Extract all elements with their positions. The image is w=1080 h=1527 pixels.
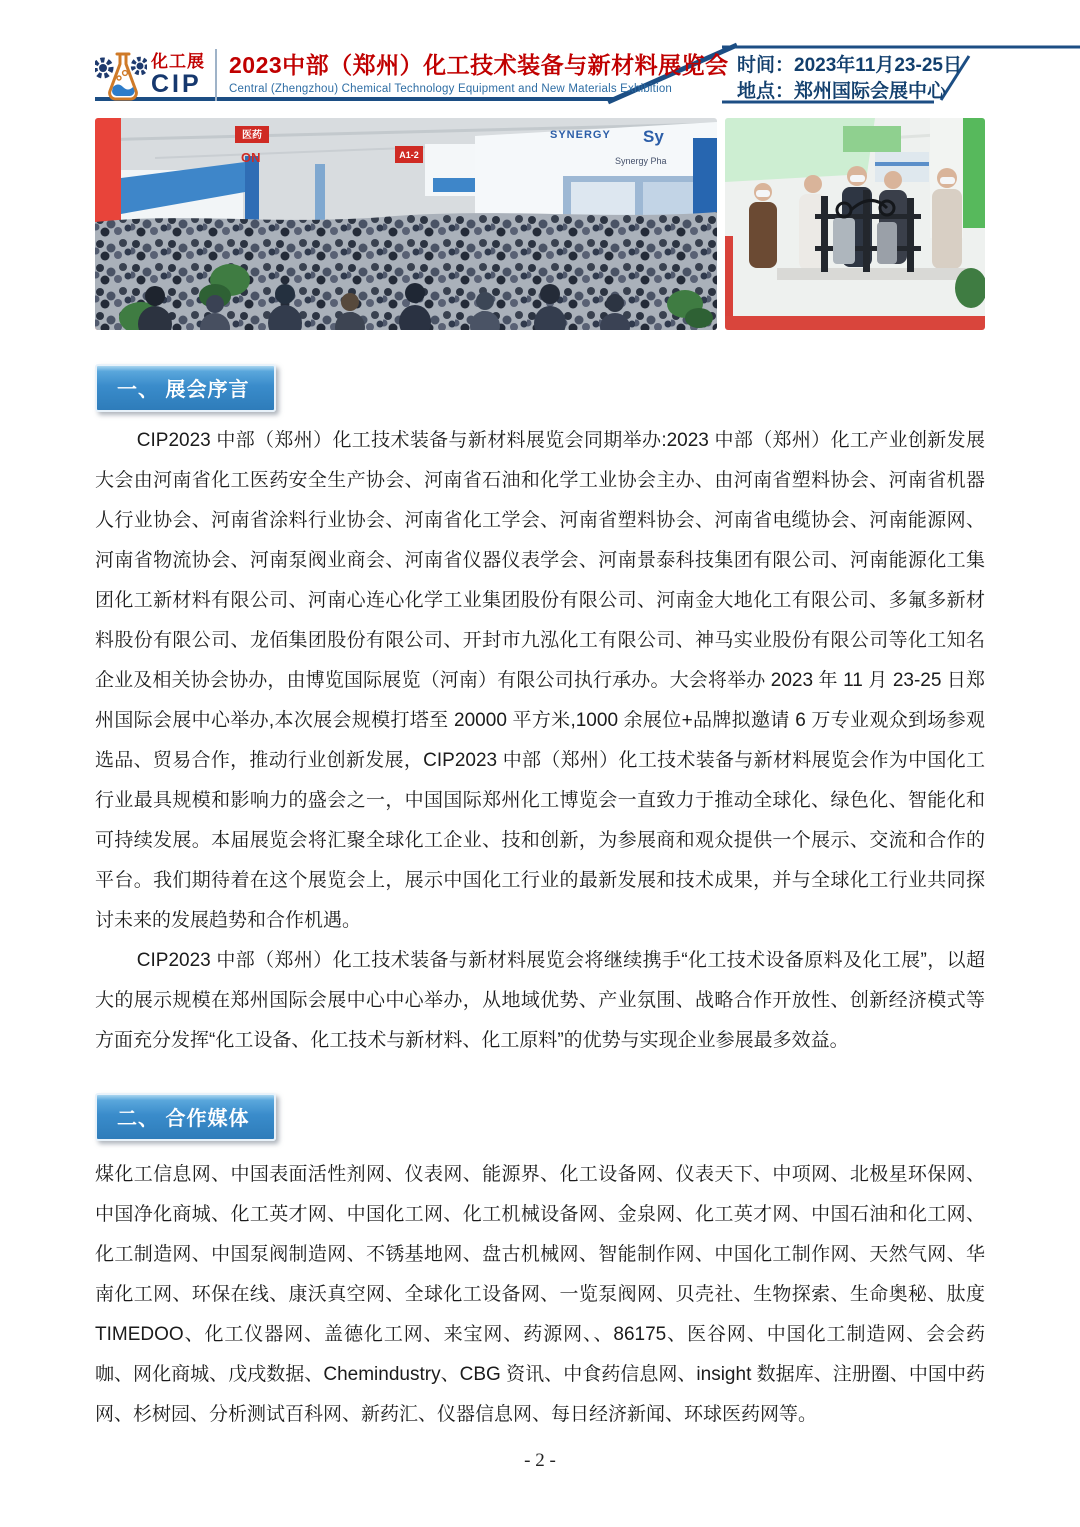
booth-caption-label: Synergy Pha: [615, 156, 667, 166]
event-time: [737, 53, 962, 79]
photo-strip: [95, 118, 985, 330]
event-venue-label: 地点：: [737, 81, 795, 102]
header: [95, 43, 729, 107]
section-heading-preface: 一、 展会序言: [95, 364, 276, 412]
event-info-box: [737, 53, 962, 105]
on-sign-label: ON: [241, 150, 261, 165]
title-block: [229, 54, 729, 96]
preface-paragraph-2: CIP2023 中部（郑州）化工技术装备与新材料展览会将继续携手“化工技术设备原料及化工展”，以超大的展示规模在郑州国际会展中心中心举办，从地域优势、产业氛围、战略合作开放性、创新经济模式等方面充分发挥“化工设备、化工技术与新材料、化工原料”的优势与实现企业参展最多效益。: [95, 950, 985, 1051]
synergy-partial-label: Sy: [643, 127, 664, 146]
exhibition-equipment-photo: [725, 118, 985, 330]
section-heading-media: 二、 合作媒体: [95, 1093, 276, 1141]
logo-text: [151, 53, 205, 97]
page-subtitle: Central (Zhengzhou) Chemical Technology Equipment and New Materials Exhibition: [229, 83, 673, 96]
preface-body: [95, 421, 985, 1061]
pharma-sign-label: 医药: [242, 130, 262, 141]
page-title: 2023中部（郑州）化工技术装备与新材料展览会: [229, 52, 729, 79]
event-venue-value: 郑州国际会展中心: [794, 81, 947, 102]
event-time-label: 时间：: [737, 55, 795, 76]
logo-en: CIP: [151, 70, 202, 98]
preface-paragraph-1: CIP2023 中部（郑州）化工技术装备与新材料展览会同期举办:2023 中部（郑州）化工产业创新发展大会由河南省化工医药安全生产协会、河南省石油和化学工业协会主办、由河南省塑料协会、河南省机器人行业协会、河南省涂料行业协会、河南省化工学会、河南省塑料协会、河南省电缆协会、河南能源网、河南省物流协会、河南泵阀业商会、河南省仪器仪表学会、河南景泰科技集团有限公司、河南能源化工集团化工新材料有限公司、河南心连心化学工业集团股份有限公司、河南金大地化工有限公司、多氟多新材料股份有限公司、龙佰集团股份有限公司、开封市九泓化工有限公司、神马实业股份有限公司等化工知名企业及相关协会协办，由博览国际展览（河南）有限公司执行承办。大会将举办 2023 年 11 月 23-25 日郑州国际会展中心举办,本次展会规模打塔至 20000 平方米,1000 余展位+品牌拟邀请 6 万专业观众到场参观选品、贸易合作，推动行业创新发展，CIP2023 中部（郑州）化工技术装备与新材料展览会作为中国化工行业最具规模和影响力的盛会之一，中国国际郑州化工博览会一直致力于推动全球化、绿色化、智能化和可持续发展。本届展览会将汇聚全球化工企业、技和创新，为参展商和观众提供一个展示、交流和合作的平台。我们期待着在这个展览会上，展示中国化工行业的最新发展和技术成果，并与全球化工行业共同探讨未来的发展趋势和合作机遇。: [95, 430, 985, 931]
logo-cn: 化工展: [151, 52, 205, 71]
event-venue: [737, 79, 962, 105]
synergy-brand-label: SYNERGY: [550, 129, 611, 141]
hall-sign-label: A1-2: [399, 150, 419, 160]
flask-logo-icon: [95, 46, 147, 104]
event-time-value: 2023年11月23-25日: [794, 55, 962, 76]
media-list-paragraph: 煤化工信息网、中国表面活性剂网、仪表网、能源界、化工设备网、仪表天下、中项网、北极星环保网、中国净化商城、化工英才网、中国化工网、化工机械设备网、金泉网、化工英才网、中国石油和化工网、化工制造网、中国泵阀制造网、不锈基地网、盘古机械网、智能制作网、中国化工制作网、天然气网、华南化工网、环保在线、康沃真空网、全球化工设备网、一览泵阀网、贝壳社、生物探索、生命奥秘、肽度TIMEDOO、化工仪器网、盖德化工网、来宝网、药源网、、86175、医谷网、中国化工制造网、会会药咖、网化商城、戊戌数据、Chemindustry、CBG 资讯、中食药信息网、insight 数据库、注册圈、中国中药网、杉树园、分析测试百科网、新药汇、仪器信息网、每日经济新闻、环球医药网等。: [95, 1164, 985, 1425]
page-number: - 2 -: [524, 1450, 556, 1471]
exhibition-crowd-photo: [95, 118, 717, 330]
media-body: [95, 1155, 985, 1435]
exhibition-logo: [95, 46, 205, 104]
logo-divider: [215, 49, 217, 101]
